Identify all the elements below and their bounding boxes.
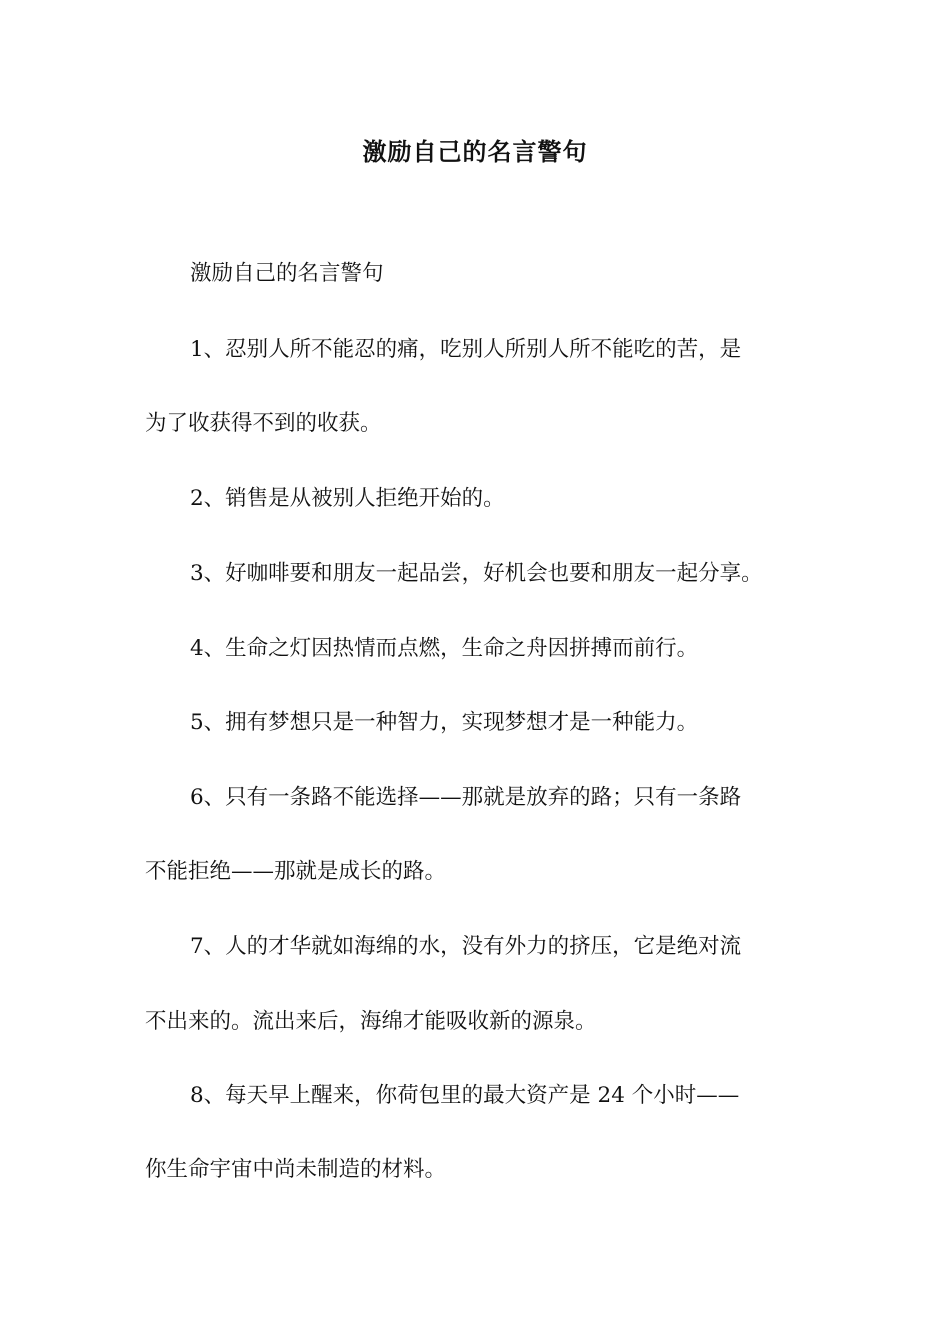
quote-1-line-2: 为了收获得不到的收获。 (145, 411, 382, 436)
quote-6-line-1: 6、只有一条路不能选择——那就是放弃的路；只有一条路 (190, 785, 742, 810)
quote-6-line-2: 不能拒绝——那就是成长的路。 (145, 859, 447, 884)
quote-8-line-1: 8、每天早上醒来，你荷包里的最大资产是 24 个小时—— (190, 1083, 740, 1108)
quote-3-line-1: 3、好咖啡要和朋友一起品尝，好机会也要和朋友一起分享。 (190, 561, 763, 586)
document-title: 激励自己的名言警句 (362, 138, 588, 166)
quote-2-line-1: 2、销售是从被别人拒绝开始的。 (190, 486, 505, 511)
quote-7-line-1: 7、人的才华就如海绵的水，没有外力的挤压，它是绝对流 (190, 934, 742, 959)
quote-4-line-1: 4、生命之灯因热情而点燃，生命之舟因拼搏而前行。 (190, 636, 699, 661)
quote-8-line-2: 你生命宇宙中尚未制造的材料。 (145, 1157, 447, 1182)
document-subtitle: 激励自己的名言警句 (190, 261, 384, 286)
quote-1-line-1: 1、忍别人所不能忍的痛，吃别人所别人所不能吃的苦，是 (190, 337, 742, 362)
quote-5-line-1: 5、拥有梦想只是一种智力，实现梦想才是一种能力。 (190, 710, 699, 735)
quote-7-line-2: 不出来的。流出来后，海绵才能吸收新的源泉。 (145, 1009, 597, 1034)
